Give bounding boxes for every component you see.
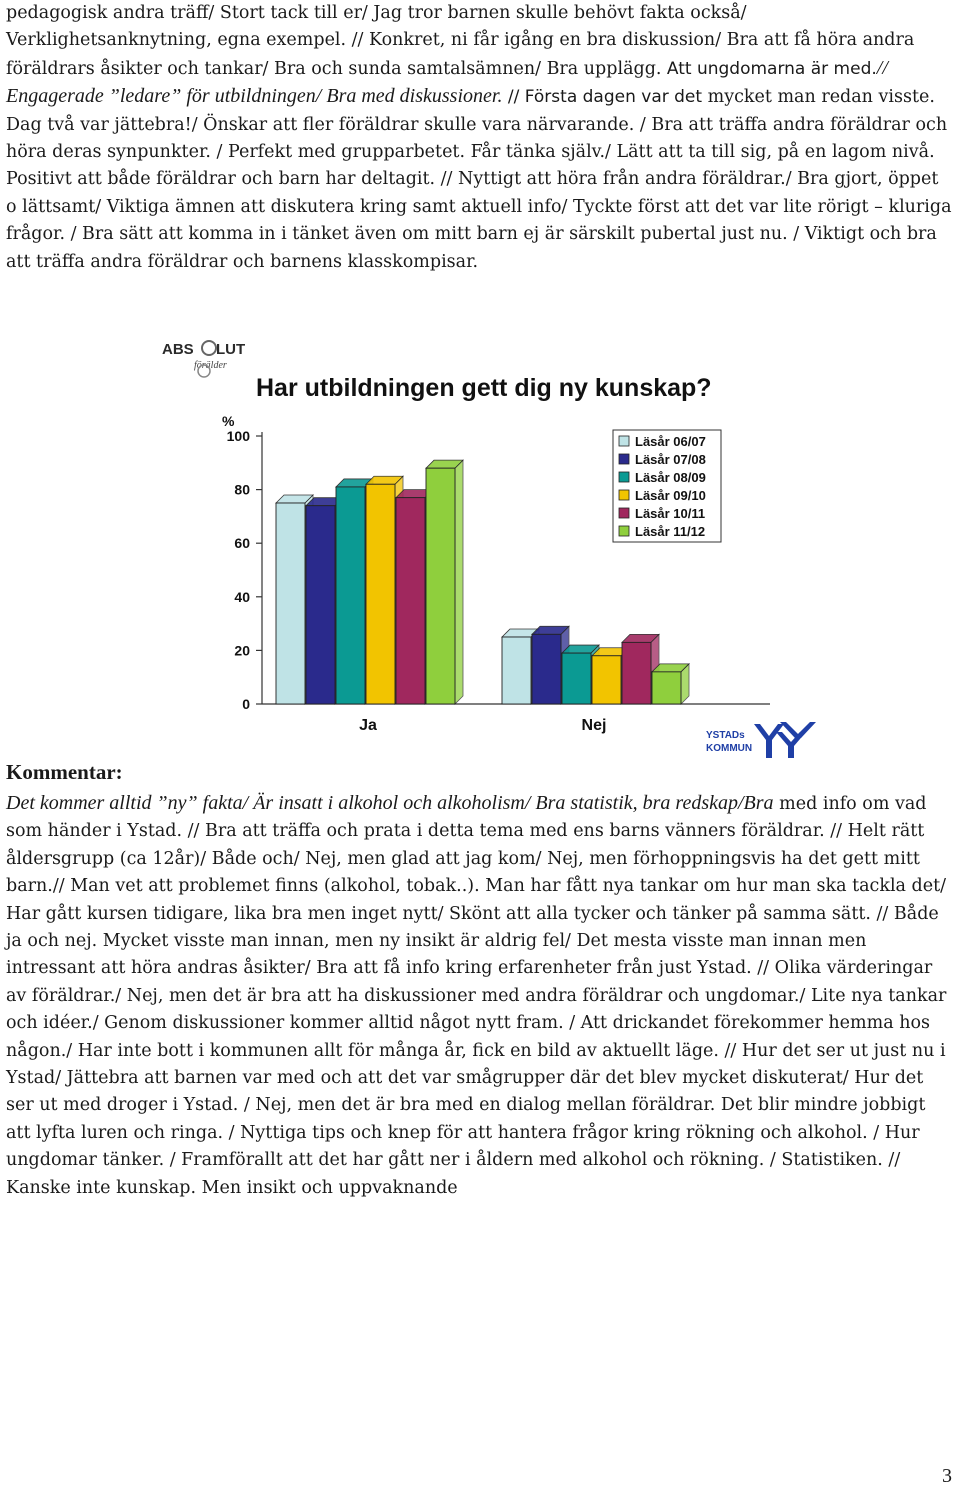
logo-mark	[780, 722, 816, 738]
kommentar-heading: Kommentar:	[6, 760, 123, 784]
bar	[336, 487, 365, 704]
legend-label: Läsår 07/08	[635, 452, 706, 467]
paragraph-text-sans: // Första dagen var det	[502, 87, 703, 108]
legend-label: Läsår 10/11	[635, 506, 706, 521]
bar	[502, 637, 531, 704]
logo-text: ABS	[162, 341, 194, 358]
bar	[306, 506, 335, 704]
page-number: 3	[942, 1465, 952, 1487]
y-tick-label: 80	[234, 481, 250, 498]
logo-mark	[754, 724, 784, 758]
paragraph-text: mycket man redan visste. Dag två var jättebra!/ Önskar att fler föräldrar skulle vara närvarande. / Bra att träffa andra föräldrar och höra deras synpunkter. / Perfekt med grupparbetet. Får tänka själv./ Lätt att ta till sig, på en lagom nivå. Positivt att både föräldrar och barn har deltagit. // Nyttigt att höra från andra föräldrar./ Bra gjort, öppet o lättsamt/ Viktiga ämnen att diskutera kring samt aktuell info/ Tyckte först att det var lite rörigt – kluriga frågor. / Bra sätt att komma in i tänket även om mitt barn ej är särskilt pubertal just nu. / Viktigt och bra att träffa andra föräldrar och barnens klasskompisar.	[6, 87, 952, 272]
legend-label: Läsår 11/12	[635, 524, 706, 539]
legend-label: Läsår 08/09	[635, 470, 706, 485]
y-tick-label: 60	[234, 535, 250, 552]
legend-swatch	[619, 472, 629, 482]
bar-chart	[150, 330, 810, 750]
legend-label: Läsår 09/10	[635, 488, 706, 503]
bar	[652, 672, 681, 704]
paragraph-text: pedagogisk andra träff/ Stort tack till er/ Jag tror barnen skulle behövt fakta också/ Verklighetsanknytning, egna exempel. // Konkret, ni får igång en bra diskussion/ Bra att få höra andra föräldrars åsikter och tankar/ Bra och sunda samtalsämnen/ Bra upplägg.	[6, 3, 915, 79]
x-axis-labels	[359, 717, 606, 734]
bar	[426, 468, 455, 704]
paragraph-text-sans: Att ungdomarna är med.	[661, 58, 877, 79]
paragraph-text-italic: Det kommer alltid ”ny” fakta/ Är insatt i alkohol och alkoholism/ Bra statistik, bra redskap/Bra	[6, 792, 774, 814]
logo-text: YSTADs	[706, 730, 745, 741]
bar	[562, 653, 591, 704]
bar	[622, 642, 651, 704]
logo-subtext: förälder	[194, 360, 227, 371]
chart-title: Har utbildningen gett dig ny kunskap?	[256, 374, 712, 402]
legend-swatch	[619, 526, 629, 536]
bar	[276, 503, 305, 704]
legend-label: Läsår 06/07	[635, 434, 706, 449]
paragraph-text: med info om vad som händer i Ystad. // Bra att träffa och prata i detta tema med ens barns vänners föräldrar. // Helt rätt åldersgrupp (ca 12år)/ Både och/ Nej, men glad att jag kom/ Nej, men förhoppningsvis ha det gett mitt barn.// Man vet att problemet finns (alkohol, tobak..). Man har fått nya tankar om hur man ska tackla det/ Har gått kursen tidigare, lika bra men inget nytt/ Skönt att alla tycker och tänker på samma sätt. // Både ja och nej. Mycket visste man innan, men ny insikt är aldrig fel/ Det mesta visste man innan men intressant att höra andras åsikter/ Bra att få info kring erfarenheter från just Ystad. // Olika värderingar av föräldrar./ Nej, men det är bra att ha diskussioner med andra föräldrar och ungdomar./ Lite nya tankar och idéer./ Genom diskussioner kommer alltid något nytt fram. / Att drickandet förekommer hemma hos någon./ Har inte bott i kommunen allt för många år, fick en bild av aktuellt läge. // Hur det ser ut just nu i Ystad/ Jättebra att barnen var med och att det var smågrupper där det blev mycket diskuterat/ Hur det ser ut med droger i Ystad. / Nej, men det är bra med en dialog mellan föräldrar. Det blir mindre jobbigt att lyfta luren och ringa. / Nyttiga tips och knep för att hantera frågor kring rökning och alkohol. / Hur ungdomar tänker. / Framförallt att det har gått ner i åldern med alkohol och rökning. / Statistiken. // Kanske inte kunskap. Men insikt och uppvaknande	[6, 794, 947, 1198]
bar	[396, 498, 425, 704]
x-tick-label: Ja	[359, 717, 377, 734]
bar	[592, 656, 621, 704]
y-axis-label: %	[222, 413, 235, 429]
legend-swatch	[619, 436, 629, 446]
paragraph-text-italic: // Engagerade ”ledare” för utbildningen/ Bra med diskussioner.	[6, 56, 888, 108]
y-tick-label: 20	[234, 642, 250, 659]
bar-side	[455, 460, 463, 704]
legend-swatch	[619, 454, 629, 464]
legend	[613, 430, 721, 542]
logo-text: KOMMUN	[706, 743, 753, 754]
y-tick-label: 0	[242, 696, 250, 712]
y-tick-label: 40	[234, 588, 250, 605]
bar	[532, 634, 561, 704]
paragraph-feedback-1	[6, 0, 954, 276]
paragraph-feedback-2	[6, 790, 954, 1202]
legend-swatch	[619, 490, 629, 500]
bar	[366, 484, 395, 704]
y-tick-label: 100	[226, 428, 250, 444]
x-tick-label: Nej	[581, 717, 607, 734]
ystad-kommun-logo	[706, 718, 816, 760]
logo-text: LUT	[216, 341, 246, 358]
legend-swatch	[619, 508, 629, 518]
